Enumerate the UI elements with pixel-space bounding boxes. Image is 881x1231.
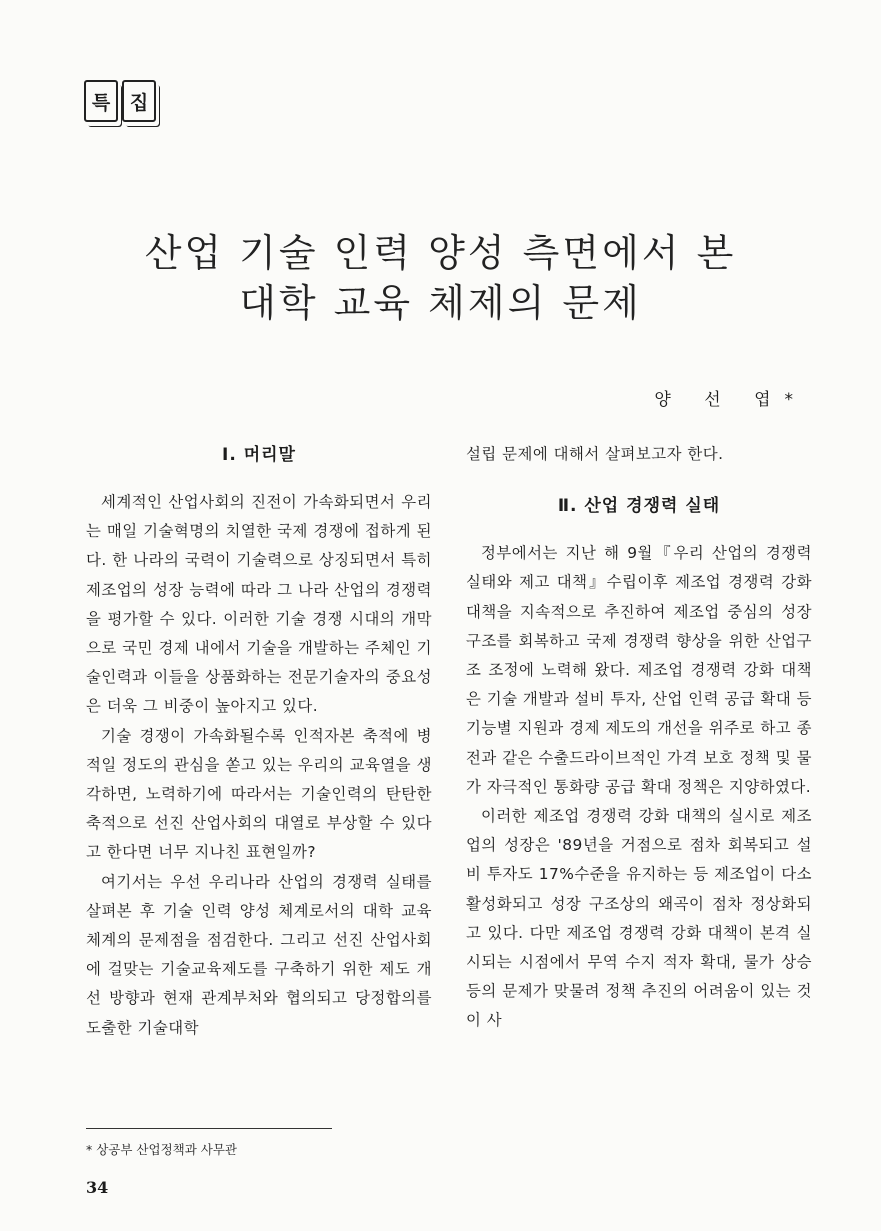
right-column — [466, 440, 812, 1036]
author-name: 양 선 엽* — [654, 390, 807, 410]
section-1-paragraph-1: 세계적인 산업사회의 진전이 가속화되면서 우리는 매일 기술혁명의 치열한 국제 경쟁에 접하게 된다. 한 나라의 국력이 기술력으로 상징되면서 특히 제조업의 성장 능력에 따라 그 나라 산업의 경쟁력을 평가할 수 있다. 이러한 기술 경쟁 시대의 개막으로 국민 경제 내에서 기술을 개발하는 주체인 기술인력과 이들을 상품화하는 전문기술자의 중요성은 더욱 그 비중이 높아지고 있다. — [86, 493, 432, 716]
section-2-paragraph-1: 정부에서는 지난 해 9월『우리 산업의 경쟁력 실태와 제고 대책』수립이후 제조업 경쟁력 강화 대책을 지속적으로 추진하여 제조업 중심의 성장 구조를 회복하고 국제 경쟁력 향상을 위한 산업구조 조정에 노력해 왔다. 제조업 경쟁력 강화 대책은 기술 개발과 설비 투자, 산업 인력 공급 확대 등 기능별 지원과 경제 제도의 개선을 위주로 하고 종전과 같은 수출드라이브적인 가격 보호 정책 및 물가 자극적인 통화량 공급 확대 정책은 지양하였다. — [466, 544, 812, 796]
section-2-paragraph-2: 이러한 제조업 경쟁력 강화 대책의 실시로 제조업의 성장은 '89년을 거점으로 점차 회복되고 설비 투자도 17%수준을 유지하는 등 제조업이 다소 활성화되고 성장 구조상의 왜곡이 점차 정상화되고 있다. 다만 제조업 경쟁력 강화 대책이 본격 실시되는 시점에서 무역 수지 적자 확대, 물가 상승 등의 문제가 맞물려 정책 추진의 어려움이 있는 것이 사 — [466, 807, 812, 1030]
article-title-line-1: 산업 기술 인력 양성 측면에서 본 — [144, 231, 737, 275]
left-column — [86, 440, 432, 1043]
badge-char-2: 집 — [122, 80, 156, 122]
section-1-paragraph-2: 기술 경쟁이 가속화될수록 인적자본 축적에 병적일 정도의 관심을 쏟고 있는 우리의 교육열을 생각하면, 노력하기에 따라서는 기술인력의 탄탄한 축적으로 선진 산업사회의 대열로 부상할 수 있다고 한다면 너무 지나친 표현일까? — [86, 726, 432, 862]
special-feature-badge — [84, 80, 156, 122]
author-footnote: * 상공부 산업정책과 사무관 — [86, 1142, 237, 1157]
badge-char-1: 특 — [84, 80, 118, 122]
continued-text: 설립 문제에 대해서 살펴보고자 한다. — [466, 445, 724, 463]
section-1-heading: Ⅰ. 머리말 — [222, 445, 296, 465]
article-title-line-2: 대학 교육 체제의 문제 — [239, 281, 642, 325]
section-1-paragraph-3: 여기서는 우선 우리나라 산업의 경쟁력 실태를 살펴본 후 기술 인력 양성 체계로서의 대학 교육 체계의 문제점을 점검한다. 그리고 선진 산업사회에 걸맞는 기술교육제도를 구축하기 위한 제도 개선 방향과 현재 관계부처와 협의되고 당정합의를 도출한 기술대학 — [86, 872, 432, 1037]
section-2-heading: Ⅱ. 산업 경쟁력 실태 — [557, 496, 721, 517]
footnote-divider — [86, 1128, 332, 1129]
page-number: 34 — [86, 1178, 109, 1197]
